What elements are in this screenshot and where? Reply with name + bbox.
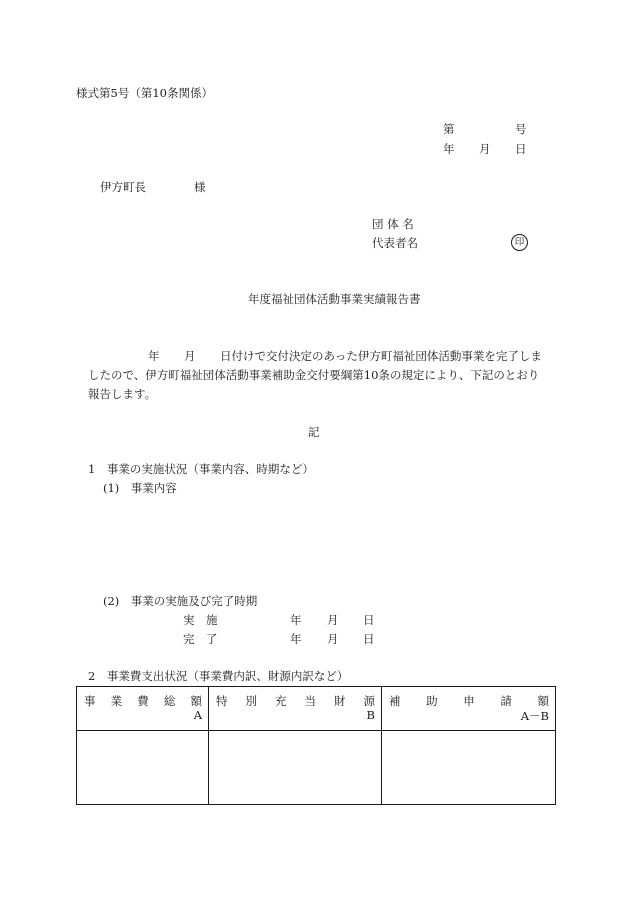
table-header-row	[77, 687, 556, 731]
cell-subsidy-request[interactable]	[382, 731, 556, 805]
header-total-cost-sub: A	[193, 708, 202, 722]
doc-number-suffix: 号	[515, 122, 527, 136]
header-subsidy-request	[382, 687, 556, 731]
completion-month: 月	[327, 632, 339, 646]
representative-label: 代表者名	[372, 236, 418, 250]
cell-total-cost[interactable]	[77, 731, 209, 805]
completion-label: 完 了	[183, 632, 218, 646]
ki-heading: 記	[308, 425, 320, 439]
addressee-name: 伊方町長	[100, 180, 146, 194]
document-title: 年度福祉団体活動事業実績報告書	[248, 292, 421, 306]
body-line-1: 日付けで交付決定のあった伊方町福祉団体活動事業を完了しま	[220, 349, 542, 363]
implementation-year: 年	[290, 613, 302, 627]
section1-heading: 1 事業の実施状況（事業内容、時期など）	[88, 462, 314, 476]
header-total-cost-label: 事業費総額	[84, 694, 202, 708]
date-month: 月	[479, 142, 491, 156]
implementation-month: 月	[327, 613, 339, 627]
body-month: 月	[184, 349, 196, 363]
completion-year: 年	[290, 632, 302, 646]
section1-item2: (2) 事業の実施及び完了時期	[103, 594, 258, 608]
header-special-funding-label: 特別充当財源	[216, 694, 375, 708]
header-special-funding	[209, 687, 382, 731]
body-line-2: したので、伊方町福祉団体活動事業補助金交付要綱第10条の規定により、下記のとおり	[88, 368, 540, 382]
header-subsidy-request-label: 補助申請額	[389, 694, 549, 708]
completion-day: 日	[363, 632, 375, 646]
body-line-3: 報告します。	[88, 387, 157, 401]
cell-special-funding[interactable]	[209, 731, 382, 805]
header-subsidy-request-sub: A－B	[520, 709, 549, 723]
table-row	[77, 731, 556, 805]
expenditure-table	[76, 686, 556, 805]
addressee-honorific: 様	[194, 180, 206, 194]
body-year: 年	[148, 349, 160, 363]
date-day: 日	[515, 142, 527, 156]
header-special-funding-sub: B	[366, 708, 375, 722]
org-name-label: 団 体 名	[372, 217, 414, 231]
section1-item1: (1) 事業内容	[103, 481, 177, 495]
implementation-day: 日	[363, 613, 375, 627]
date-year: 年	[443, 142, 455, 156]
doc-number-label: 第	[443, 122, 455, 136]
header-total-cost	[77, 687, 209, 731]
implementation-label: 実 施	[183, 613, 218, 627]
seal-mark: 印	[511, 234, 528, 251]
form-number: 様式第5号（第10条関係）	[76, 86, 213, 100]
section2-heading: 2 事業費支出状況（事業費内訳、財源内訳など）	[88, 669, 349, 683]
